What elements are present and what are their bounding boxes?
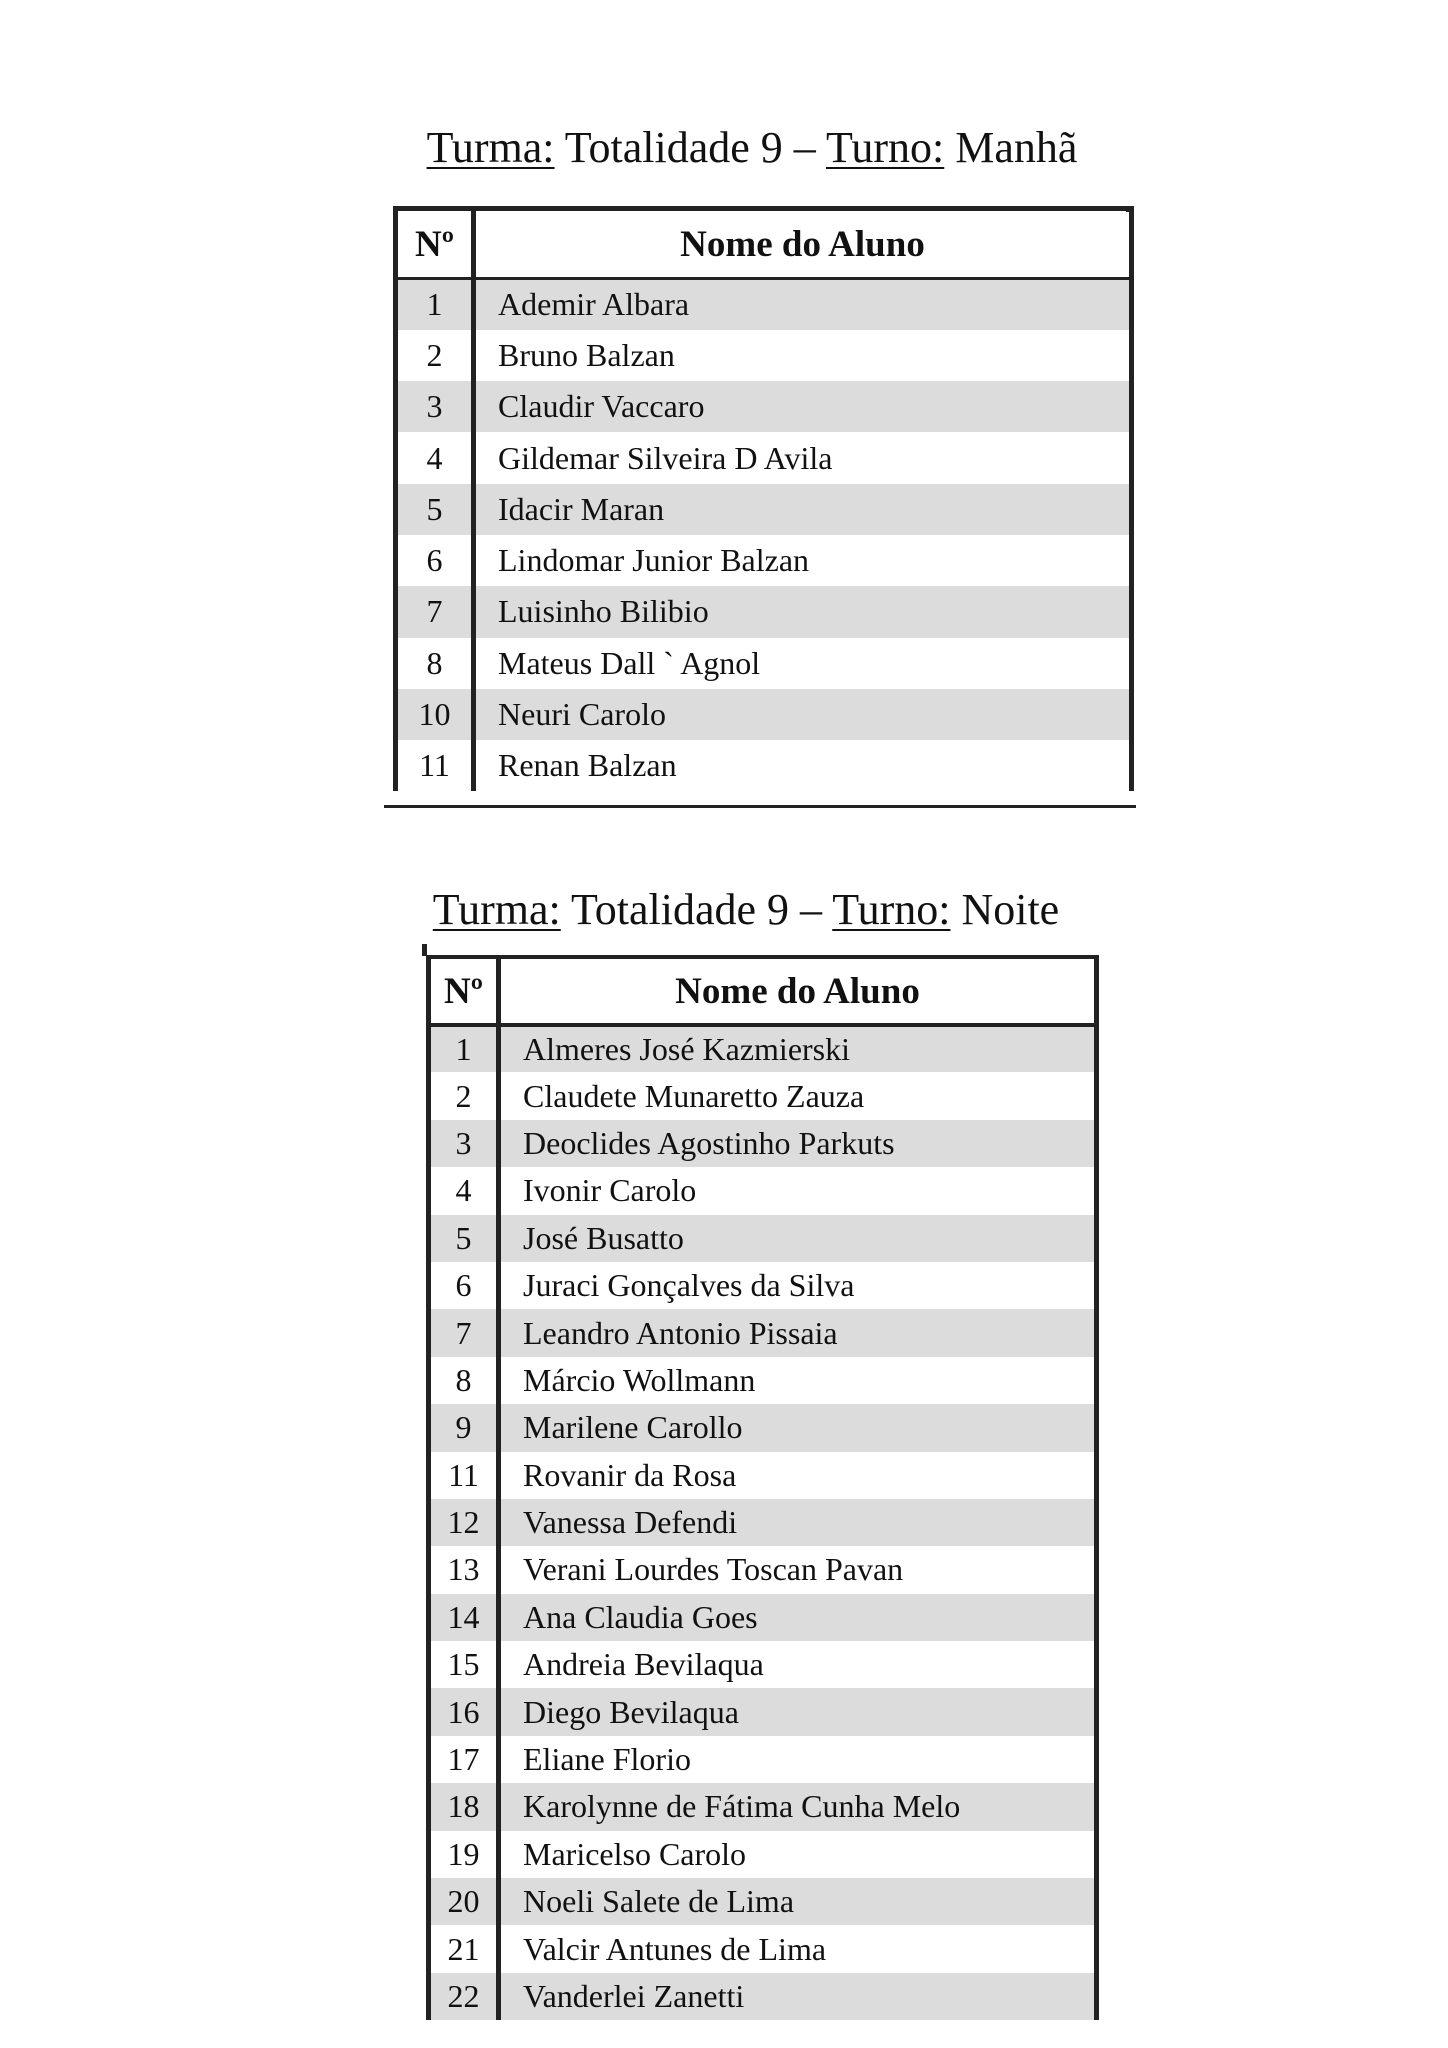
table-row	[396, 740, 1132, 791]
table-row	[396, 535, 1132, 586]
student-number: 18	[429, 1783, 499, 1830]
student-name: Idacir Maran	[474, 484, 1132, 535]
student-name: Claudir Vaccaro	[474, 381, 1132, 432]
student-name: Ademir Albara	[474, 279, 1132, 330]
student-name: Juraci Gonçalves da Silva	[523, 1267, 855, 1304]
student-name: Vanessa Defendi	[499, 1499, 1097, 1546]
student-number: 9	[429, 1404, 499, 1451]
student-name: José Busatto	[499, 1215, 1097, 1262]
table-row	[396, 638, 1132, 689]
column-header-number: Nº	[429, 957, 499, 1025]
student-number: 5	[396, 484, 474, 535]
student-number: 21	[429, 1925, 499, 1972]
student-name: Bruno Balzan	[498, 336, 675, 373]
student-number: 6	[396, 535, 474, 586]
student-number: 7	[396, 586, 474, 637]
student-number: 12	[429, 1499, 499, 1546]
student-number: 4	[429, 1167, 499, 1214]
table-row	[429, 1120, 1097, 1167]
student-number: 11	[396, 740, 474, 791]
table-row	[396, 279, 1132, 330]
section-heading-morning	[28, 122, 1448, 174]
student-name: Maricelso Carolo	[523, 1835, 747, 1872]
table-row	[429, 1025, 1097, 1072]
student-name: Valcir Antunes de Lima	[523, 1930, 827, 1967]
student-name: Karolynne de Fátima Cunha Melo	[499, 1783, 1097, 1830]
student-number: 17	[429, 1736, 499, 1783]
student-number: 20	[429, 1878, 499, 1925]
table-row	[429, 1546, 1097, 1593]
student-number: 3	[396, 381, 474, 432]
student-number: 16	[429, 1688, 499, 1735]
column-header-name: Nome do Aluno	[499, 957, 1097, 1025]
student-name: Márcio Wollmann	[523, 1361, 756, 1398]
student-number: 10	[396, 689, 474, 740]
student-name: Marilene Carollo	[499, 1404, 1097, 1451]
turno-value: Manhã	[944, 123, 1078, 172]
table-row	[429, 1736, 1097, 1783]
student-number: 14	[429, 1594, 499, 1641]
table-row	[429, 1925, 1097, 1972]
table-row	[396, 484, 1132, 535]
student-name: Neuri Carolo	[474, 689, 1132, 740]
table-row	[396, 432, 1132, 483]
table-header-row	[429, 957, 1097, 1025]
table-row	[429, 1831, 1097, 1878]
table-bottom-rule	[384, 805, 1136, 808]
table-row	[396, 330, 1132, 381]
student-number: 5	[429, 1215, 499, 1262]
table-row	[429, 1878, 1097, 1925]
student-name: Noeli Salete de Lima	[499, 1878, 1097, 1925]
student-name: Claudete Munaretto Zauza	[523, 1077, 865, 1114]
student-number: 8	[429, 1357, 499, 1404]
student-number: 2	[396, 330, 474, 381]
section-heading-night	[22, 884, 1448, 936]
table-row	[429, 1072, 1097, 1119]
table-row	[429, 1404, 1097, 1451]
table-row	[429, 1215, 1097, 1262]
student-number: 19	[429, 1831, 499, 1878]
student-number: 7	[429, 1309, 499, 1356]
student-name: Ivonir Carolo	[523, 1172, 697, 1209]
student-number: 8	[396, 638, 474, 689]
student-name: Renan Balzan	[498, 747, 677, 784]
column-header-name: Nome do Aluno	[474, 209, 1132, 279]
student-number: 6	[429, 1262, 499, 1309]
student-number: 11	[429, 1452, 499, 1499]
student-name: Verani Lourdes Toscan Pavan	[523, 1551, 904, 1588]
student-name: Ana Claudia Goes	[499, 1594, 1097, 1641]
student-name: Eliane Florio	[523, 1741, 691, 1778]
turno-label: Turno:	[826, 123, 945, 172]
table-row	[396, 381, 1132, 432]
student-name: Leandro Antonio Pissaia	[499, 1309, 1097, 1356]
student-number: 1	[429, 1025, 499, 1072]
table-row	[429, 1357, 1097, 1404]
student-number: 13	[429, 1546, 499, 1593]
student-number: 22	[429, 1973, 499, 2020]
table-row	[429, 1688, 1097, 1735]
student-name: Rovanir da Rosa	[523, 1456, 737, 1493]
student-table-morning	[393, 206, 1134, 791]
table-row	[429, 1262, 1097, 1309]
table-row	[429, 1783, 1097, 1830]
turno-value: Noite	[950, 885, 1060, 934]
table-row	[429, 1641, 1097, 1688]
turno-label: Turno:	[832, 885, 951, 934]
table-row	[396, 586, 1132, 637]
student-number: 4	[396, 432, 474, 483]
student-name: Deoclides Agostinho Parkuts	[499, 1120, 1097, 1167]
table-row	[429, 1167, 1097, 1214]
turma-label: Turma:	[426, 123, 555, 172]
student-table-night	[426, 955, 1099, 2020]
student-name: Diego Bevilaqua	[499, 1688, 1097, 1735]
student-number: 1	[396, 279, 474, 330]
table-row	[429, 1594, 1097, 1641]
turma-value: Totalidade 9 –	[560, 885, 833, 934]
table-row	[396, 689, 1132, 740]
student-name: Lindomar Junior Balzan	[498, 542, 810, 579]
student-name: Gildemar Silveira D Avila	[498, 439, 833, 476]
table-row	[429, 1309, 1097, 1356]
student-name: Mateus Dall ` Agnol	[498, 644, 761, 681]
table-header-row	[396, 209, 1132, 279]
table-row	[429, 1499, 1097, 1546]
table-row	[429, 1973, 1097, 2020]
student-name: Luisinho Bilibio	[474, 586, 1132, 637]
column-header-number: Nº	[396, 209, 474, 279]
turma-value: Totalidade 9 –	[554, 123, 827, 172]
student-number: 15	[429, 1641, 499, 1688]
student-name: Vanderlei Zanetti	[499, 1973, 1097, 2020]
turma-label: Turma:	[432, 885, 561, 934]
student-number: 2	[429, 1072, 499, 1119]
student-number: 3	[429, 1120, 499, 1167]
table-row	[429, 1452, 1097, 1499]
student-name: Andreia Bevilaqua	[523, 1646, 764, 1683]
student-name: Almeres José Kazmierski	[499, 1025, 1097, 1072]
